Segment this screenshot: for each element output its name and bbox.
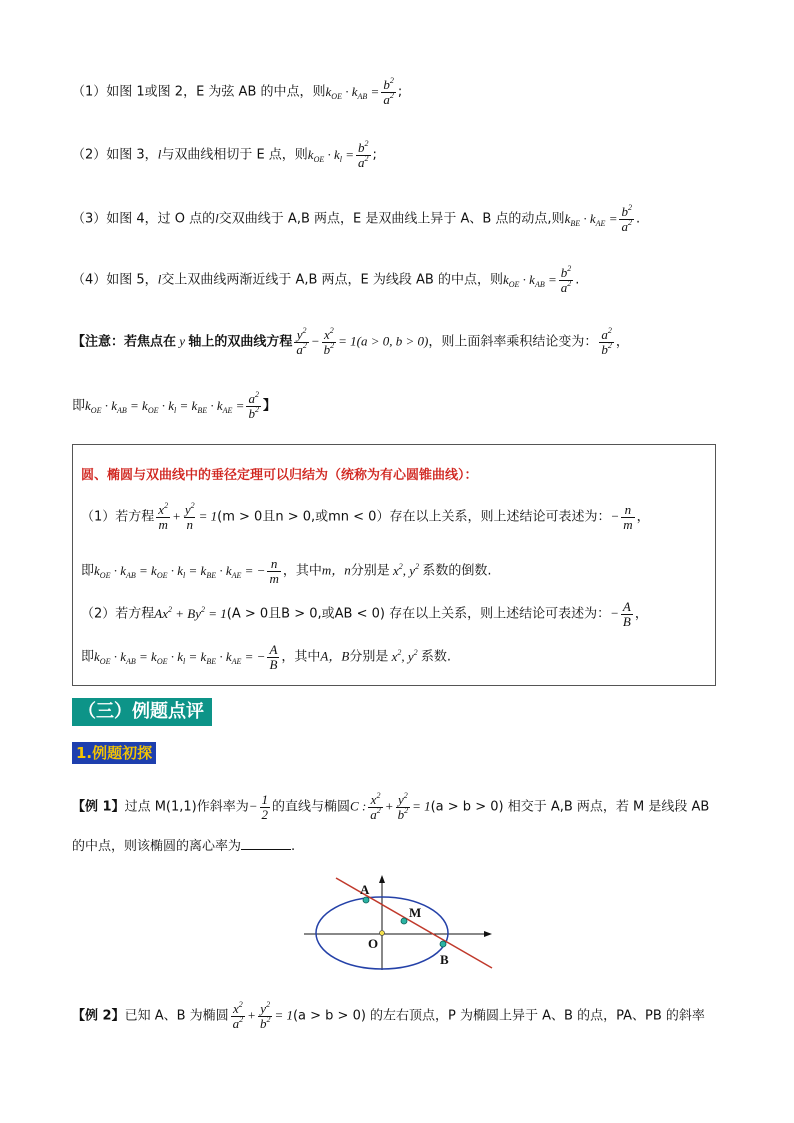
example-1-line-1: 【例 1】过点 M(1,1)作斜率为− $\frac{1}{2}$ 的直线与椭圆C : $\frac{x^2}{a^2}$ + $\frac{y^2}{b^2}$ = 1(a > b > 0) 相交于 A,B 两点，若 M 是线段 AB: [72, 791, 710, 822]
fraction: $\frac{b^2}{a^2}$: [621, 203, 632, 234]
fraction: $\frac{x^2}{a^2}$: [370, 791, 381, 822]
fraction: $\frac{n}{m}$: [623, 502, 633, 532]
fraction: $\frac{y^2}{n}$: [184, 501, 195, 532]
fraction: $\frac{y^2}{b^2}$: [259, 1000, 271, 1031]
section-heading-3: （三）例题点评: [72, 698, 212, 726]
fraction: $\frac{x^2}{m}$: [158, 501, 169, 532]
fraction: $\frac{y^2}{a^2}$: [296, 326, 307, 357]
example-2-line-1: 【例 2】已知 A、B 为椭圆 $\frac{x^2}{a^2}$ + $\frac{y^2}{b^2}$ = 1(a > b > 0) 的左右顶点，P 为椭圆上异于 A、B 的点，PA、PB 的斜率: [72, 1000, 705, 1031]
formula: $k_{OE} \cdot k_{AB} = k_{OE} \cdot k_l = k_{BE} \cdot k_{AE}$ = −: [94, 562, 266, 580]
fraction: $\frac{A}{B}$: [622, 599, 631, 629]
box-p1b: 即$k_{OE} \cdot k_{AB} = k_{OE} \cdot k_l = k_{BE} \cdot k_{AE}$ = − $\frac{n}{m}$ ，其中m，n分别是 $x^2$, $y^2$ 系数的倒数.: [81, 556, 492, 586]
item-2: （2）如图 3，l与双曲线相切于 E 点，则$k_{OE} \cdot k_l$ = $\frac{b^2}{a^2}$ ;: [72, 139, 377, 170]
point-m: [401, 918, 407, 924]
example-1-line-2: 的中点，则该椭圆的离心率为 .: [72, 839, 296, 854]
fraction: $\frac{y^2}{b^2}$: [397, 791, 409, 822]
item-3: （3）如图 4，过 O 点的l交双曲线于 A,B 两点，E 是双曲线上异于 A、B 点的动点,则$k_{BE} \cdot k_{AE}$ = $\frac{b^2}{a^2}$ .: [72, 203, 641, 234]
y-axis-arrow: [379, 875, 385, 883]
formula: $k_{OE} \cdot k_{AB} = k_{OE} \cdot k_l = k_{BE} \cdot k_{AE}$ = −: [94, 648, 266, 666]
answer-blank[interactable]: [241, 838, 291, 850]
fraction: $\frac{n}{m}$: [269, 556, 279, 586]
fraction: $\frac{a^2}{b^2}$: [248, 390, 259, 421]
var-l: l: [157, 271, 162, 287]
ellipse-figure: [296, 866, 500, 978]
label-a: A: [360, 882, 370, 897]
fraction: $\frac{1}{2}$: [261, 792, 269, 822]
var-y: y: [176, 333, 189, 349]
fraction: $\frac{b^2}{a^2}$: [383, 76, 394, 107]
fraction: $\frac{a^2}{b^2}$: [601, 326, 612, 357]
item-1: （1）如图 1或图 2，E 为弦 AB 的中点，则$k_{OE} \cdot k_{AB}$ = $\frac{b^2}{a^2}$ ;: [72, 76, 403, 107]
section-heading-4: 1.例题初探: [72, 742, 156, 764]
x-axis-arrow: [484, 931, 492, 937]
formula: $k_{OE} \cdot k_{AB} = k_{OE} \cdot k_l = k_{BE} \cdot k_{AE}$ =: [85, 397, 245, 415]
note-line-2: 即$k_{OE} \cdot k_{AB} = k_{OE} \cdot k_l = k_{BE} \cdot k_{AE}$ = $\frac{a^2}{b^2}$ 】: [72, 390, 276, 421]
label-m: M: [409, 905, 422, 920]
var-l: l: [215, 210, 219, 226]
box-p2b: 即$k_{OE} \cdot k_{AB} = k_{OE} \cdot k_l = k_{BE} \cdot k_{AE}$ = − $\frac{A}{B}$ ，其中A，B分别是 $x^2$, $y^2$ 系数.: [81, 642, 452, 672]
fraction: $\frac{x^2}{a^2}$: [232, 1000, 244, 1031]
formula: $k_{OE} \cdot k_{AB}$ =: [502, 271, 557, 289]
fraction: $\frac{x^2}{b^2}$: [323, 326, 335, 357]
fraction: $\frac{A}{B}$: [269, 642, 278, 672]
formula: $k_{OE} \cdot k_l$ =: [307, 146, 355, 164]
fraction: $\frac{b^2}{a^2}$: [560, 264, 572, 295]
point-a: [363, 897, 369, 903]
item-4: （4）如图 5，l交上双曲线两渐近线于 A,B 两点，E 为线段 AB 的中点，则$k_{OE} \cdot k_{AB}$ = $\frac{b^2}{a^2}$ .: [72, 264, 580, 295]
box-title: 圆、椭圆与双曲线中的垂径定理可以归结为（统称为有心圆锥曲线）：: [81, 468, 478, 483]
label-o: O: [368, 936, 379, 951]
formula: $k_{OE} \cdot k_{AB}$ =: [325, 83, 380, 101]
box-p2: （2）若方程$Ax^2 + By^2 = 1(A > 0$且B > 0,或AB < 0) 存在以上关系，则上述结论可表述为：− $\frac{A}{B}$ ，: [81, 599, 648, 629]
formula: $k_{BE} \cdot k_{AE}$ =: [564, 210, 618, 228]
box-p1: （1）若方程 $\frac{x^2}{m}$ + $\frac{y^2}{n}$ = 1(m > 0且n > 0,或mn < 0）存在以上关系，则上述结论可表述为：− $\frac{n}{m}$ ，: [81, 501, 650, 532]
label-b: B: [440, 952, 449, 967]
fraction: $\frac{b^2}{a^2}$: [358, 139, 369, 170]
note-line-1: 【注意：若焦点在 y 轴上的双曲线方程 $\frac{y^2}{a^2}$ − $\frac{x^2}{b^2}$ = 1(a > 0, b > 0)，则上面斜率乘积结论变为： $\frac{a^2}{b^2}$ ，: [72, 326, 629, 357]
var-l: l: [157, 146, 162, 162]
point-o: [380, 931, 385, 936]
point-b: [440, 941, 446, 947]
